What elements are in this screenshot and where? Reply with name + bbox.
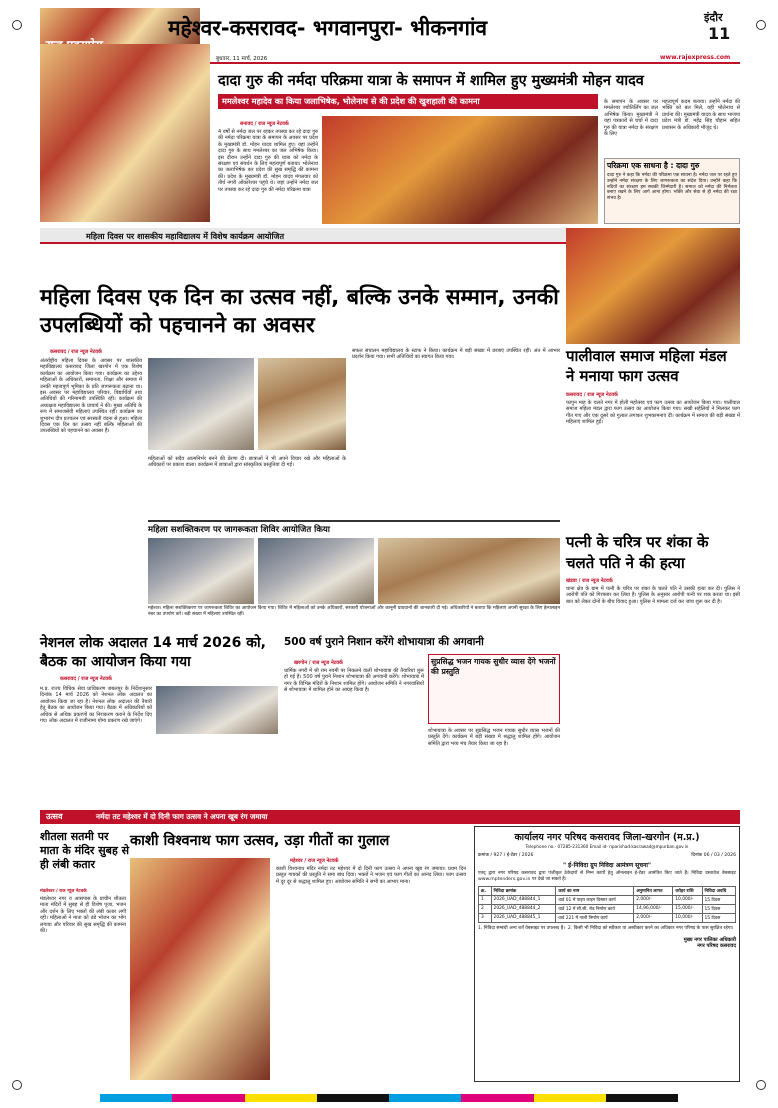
table-cell: 1 <box>479 895 492 904</box>
table-cell: 2,000/- <box>634 895 673 904</box>
table-cell: 15,000/- <box>673 904 702 913</box>
tender-table-header <box>479 886 736 895</box>
sheetla-byline: मंडलेश्वर / राज न्यूज नेटवर्क <box>40 889 87 894</box>
paliwal-photo <box>566 228 740 344</box>
women-day-headline: महिला दिवस एक दिन का उत्सव नहीं, बल्कि उनके सम्मान, उनकी उपलब्धियों को पहचानने का अवसर <box>40 285 559 338</box>
tender-ref-row <box>478 852 736 858</box>
festival-tag: उत्सव <box>46 812 63 821</box>
registration-mark <box>756 20 766 30</box>
table-row <box>479 895 736 904</box>
box-body: दादा गुरु ने कहा कि नर्मदा की परिक्रमा एक साधना है। नर्मदा जल पर रहते हुए उन्होंने नर्मदा संरक्षण के लिए जागरूकता का संदेश दिया। उन्होंने कहा कि नदियों का संरक्षण हम सबकी जिम्मेदारी है। समाज को नर्मदा की निर्मलता बनाए रखने के लिए आगे आना होगा। भक्ति और सेवा से ही नर्मदा की रक्षा संभव है। <box>607 173 739 202</box>
murder-body: थाना क्षेत्र के ग्राम में पत्नी के चरित्र पर शंका के चलते पति ने उसकी हत्या कर दी। पुलिस ने आरोपी पति को गिरफ्तार कर लिया है। पुलिस के अनुसार आरोपी पत्नी पर शक करता था। इसी बात को लेकर दोनों के बीच विवाद हुआ। पुलिस ने मामला दर्ज कर जांच शुरू कर दी है। <box>566 586 742 605</box>
lok-adalat-headline: नेशनल लोक अदालत 14 मार्च 2026 को, बैठक का आयोजन किया गया <box>40 635 266 670</box>
paliwal-byline: कसरावद / राज न्यूज नेटवर्क <box>566 392 618 398</box>
table-cell: वार्ड 12 में सी.सी. रोड निर्माण कार्य <box>556 904 634 913</box>
masthead-rule <box>210 62 740 64</box>
lead-subhead: ममलेश्वर महादेव का किया जलाभिषेक, भोलेनाथ से की प्रदेश की खुशहाली की कामना <box>218 94 598 109</box>
lead-body-col3: महत्वपूर्ण कदम बताया। उन्होंने नर्मदा की भक्ति को बल मिले, यही भोलेनाथ से प्रार्थना की। मुख्यमंत्री यादव के साथ भाजपा प्रदेश मंत्री डॉ. महेंद्र सिंह चौहान सहित प्रशासन के अधिकारी मौजूद थे। <box>662 99 742 131</box>
camp-body: महेश्वर। महिला सशक्तिकरण पर जागरूकता शिविर का आयोजन किया गया। शिविर में महिलाओं को उनके अधिकारों, सरकारी योजनाओं और कानूनी प्रावधानों की जानकारी दी गई। अधिकारियों ने बताया कि महिलाएं अपनी सुरक्षा के लिए हेल्पलाइन नंबर का उपयोग करें। बड़ी संख्या में महिलाएं उपस्थित रहीं। <box>148 606 562 617</box>
tender-col-header: धरोहर राशि <box>673 886 702 895</box>
tender-col-header: क्र. <box>479 886 492 895</box>
page-number: 11 <box>708 24 731 43</box>
table-cell: 10,000/- <box>673 913 702 922</box>
tender-col-header: कार्य का नाम <box>556 886 634 895</box>
table-cell: 14,96,000/- <box>634 904 673 913</box>
bhajan-quote-title: सुप्रसिद्ध भजन गायक सुधीर व्यास देंगे भजनों की प्रस्तुति <box>431 657 556 676</box>
website: www.rajexpress.com <box>660 54 731 61</box>
women-day-body2: महिलाओं को सदैव आत्मनिर्भर बनने की प्रेरणा दी। छात्राओं ने भी अपने विचार रखे और महिलाओं के अधिकारों पर प्रकाश डाला। कार्यक्रम में छात्राओं द्वारा सांस्कृतिक प्रस्तुतियां दी गईं। <box>148 456 348 469</box>
festival-photo <box>130 858 270 1080</box>
lok-adalat-body: म.प्र. राज्य विधिक सेवा प्राधिकरण जबलपुर के निर्देशानुसार दिनांक 14 मार्च 2026 को नेशनल लोक अदालत का आयोजन किया जा रहा है। नेशनल लोक अदालत की तैयारी हेतु बैठक का आयोजन किया गया। बैठक में अधिकारियों को अधिक से अधिक प्रकरणों का निराकरण कराने के निर्देश दिए गए। लोक अदालत में राजीनामा योग्य प्रकरण रखे जाएंगे। <box>40 686 154 725</box>
tender-table <box>478 886 736 923</box>
table-cell: 2 <box>479 904 492 913</box>
festival-strap: नर्मदा तट महेश्वर में दो दिनी फाग उत्सव ने अपना खूब रंग जमाया <box>96 812 268 821</box>
dada-guru-box <box>604 158 740 224</box>
lead-headline: दादा गुरु की नर्मदा परिक्रमा यात्रा के समापन में शामिल हुए मुख्यमंत्री मोहन यादव <box>218 73 644 89</box>
city-label: इंदौर <box>704 11 723 24</box>
tender-col-header: निविदा अवधि <box>702 886 736 895</box>
festival-strap-bar <box>40 810 740 824</box>
tender-signer: मुख्य नगर पालिका अधिकारी नगर परिषद कसरावद <box>683 937 736 950</box>
tender-contact: Telephone no.- 07285-231360 Email id- nparishad.kasrawad@mpurban.gov.in <box>525 844 689 849</box>
box-title: परिक्रमा एक साधना है : दादा गुरु <box>607 161 700 170</box>
tender-col-header: अनुमानित लागत <box>634 886 673 895</box>
women-day-body1: अंतर्राष्ट्रीय महिला दिवस के अवसर पर शासकीय महाविद्यालय कसरावद जिला खरगोन में एक विशेष कार्यक्रम का आयोजन किया गया। कार्यक्रम का उद्देश्य महिलाओं के अधिकारों, समानता, शिक्षा और समाज में उनकी महत्वपूर्ण भूमिका के प्रति जागरूकता बढ़ाना था। इस अवसर पर महाविद्यालय परिवार, विद्यार्थियों तथा अतिथियों की गरिमामयी उपस्थिति रही। कार्यक्रम की अध्यक्षता महाविद्यालय के प्राचार्य ने की। मुख्य अतिथि के रूप में समाजसेवी महिलाएं उपस्थित रहीं। कार्यक्रम का शुभारंभ दीप प्रज्वलन एवं सरस्वती वंदना से हुआ। महिला दिवस एक दिन का उत्सव नहीं बल्कि महिलाओं की उपलब्धियों को पहचानने का अवसर है। <box>40 358 144 435</box>
murder-byline: खंडवा / राज न्यूज नेटवर्क <box>566 578 613 584</box>
table-cell: 2026_UAD_488844_1 <box>491 895 556 904</box>
tender-office: कार्यालय नगर परिषद कसरावद जिला-खरगोन (म.प्र.) <box>514 832 700 843</box>
table-row <box>479 904 736 913</box>
shobhayatra-headline: 500 वर्ष पुराने निशान करेंगे शोभायात्रा की अगवानी <box>284 636 484 648</box>
lead-photo-main <box>40 44 210 222</box>
women-day-kicker: महिला दिवस पर शासकीय महाविद्यालय में विशेष कार्यक्रम आयोजित <box>86 232 285 241</box>
tender-date: दिनांक 06 / 03 / 2026 <box>691 853 736 858</box>
table-cell: वार्ड 221 में नाली निर्माण कार्य <box>556 913 634 922</box>
table-row <box>479 913 736 922</box>
women-day-byline: कसरावद / राज न्यूज नेटवर्क <box>50 349 102 355</box>
tender-intro: एतद् द्वारा नगर परिषद कसरावद द्वारा पंजीकृत ठेकेदारों से निम्न कार्यों हेतु ऑनलाइन ई-टेंडर आमंत्रित किए जाते हैं। निविदा दस्तावेज वेबसाइट www.mptenders.gov.in पर देखे जा सकते हैं। <box>478 871 738 882</box>
tender-col-header: निविदा क्रमांक <box>491 886 556 895</box>
tender-notice <box>474 826 740 1082</box>
camp-title: महिला सशक्तिकरण पर जागरूकता शिविर आयोजित किया <box>148 525 330 535</box>
lok-adalat-photo <box>156 686 278 734</box>
edition-title: महेश्वर-कसरावद- भगवानपुरा- भीकनगांव <box>168 16 488 40</box>
paliwal-body: फागुन माह के चलते नगर में होली महोत्सव एवं फाग उत्सव का आयोजन किया गया। पालीवाल समाज महिला मंडल द्वारा फाग उत्सव का आयोजन किया गया। सखी सहेलियों ने मिलकर फाग गीत गाए और एक दूसरे को गुलाल लगाकर शुभकामनाएं दीं। कार्यक्रम में समाज की बड़ी संख्या में महिलाएं शामिल हुईं। <box>566 400 742 426</box>
table-cell: वार्ड 01 में पाइप लाइन विस्तार कार्य <box>556 895 634 904</box>
bhajan-quote <box>428 654 560 724</box>
lead-body-col1: 4 वर्षों से नर्मदा जल पर रहकर तपस्या कर रहे दादा गुरु की नर्मदा परिक्रमा यात्रा के समापन के अवसर पर प्रदेश के मुख्यमंत्री डॉ. मोहन यादव शामिल हुए। यहां उन्होंने दादा गुरु के साथ ममलेश्वर का जल अभिषेक किया। इस दौरान उन्होंने दादा गुरु की यात्रा को नर्मदा के संरक्षण एवं संवर्धन के लिए महत्वपूर्ण बताया। भोलेनाथ का जलाभिषेक कर प्रदेश की सुख समृद्धि की कामना की। प्रदेश के मुख्यमंत्री डॉ. मोहन यादव मंगलवार को तीर्थ नगरी ओंकारेश्वर पहुंचे थे। जहां उन्होंने नर्मदा जल पर तपस्या कर रहे दादा गुरु की नर्मदा परिक्रमा यात्रा <box>218 129 320 193</box>
registration-mark <box>12 1080 22 1090</box>
women-day-kicker-bar <box>40 228 600 244</box>
murder-headline: पत्नी के चरित्र पर शंका के चलते पति ने की हत्या <box>566 533 709 572</box>
lead-photo-2 <box>322 116 598 224</box>
table-cell: 2026_UAD_488845_1 <box>491 913 556 922</box>
table-cell: 15 दिवस <box>702 904 736 913</box>
women-day-photo-2 <box>258 358 346 450</box>
tender-title: " ई-निविदा ग्रुप निविदा आमंत्रण सूचना" <box>562 862 652 869</box>
camp-photo-1 <box>148 538 254 604</box>
tender-ref: क्रमांक / 927 / ई-टेंडर / 2026 <box>478 853 534 858</box>
camp-photo-2 <box>258 538 374 604</box>
table-cell: 15 दिवस <box>702 913 736 922</box>
camp-box <box>148 520 560 628</box>
table-cell: 10,000/- <box>673 895 702 904</box>
bhajan-quote-body: शोभायात्रा के अवसर पर सुप्रसिद्ध भजन गायक सुधीर व्यास भजनों की प्रस्तुति देंगे। कार्यक्रम में बड़ी संख्या में श्रद्धालु शामिल होंगे। आयोजन समिति द्वारा भव्य मंच तैयार किया जा रहा है। <box>428 728 562 747</box>
lok-adalat-byline: कसरावद / राज न्यूज नेटवर्क <box>60 676 112 682</box>
table-cell: 2,000/- <box>634 913 673 922</box>
women-day-photo-1 <box>148 358 254 450</box>
camp-photo-3 <box>378 538 560 604</box>
shobhayatra-body: धार्मिक नगरी में श्री राम नवमी पर निकलने वाली शोभायात्रा की तैयारियां शुरू हो गई हैं। 500 वर्ष पुराने निशान शोभायात्रा की अगवानी करेंगे। शोभायात्रा में नगर के विभिन्न मंदिरों के निशान शामिल होंगे। आयोजन समिति ने नगरवासियों से शोभायात्रा में शामिल होने का आग्रह किया है। <box>284 668 426 694</box>
table-cell: 2026_UAD_488844_2 <box>491 904 556 913</box>
tender-notes: 1. निविदा सम्बंधी अन्य शर्ते वेबसाइट पर उपलब्ध हैं। 2. किसी भी निविदा को स्वीकार या अस्वीकार करने का अधिकार नगर परिषद के पास सुरक्षित रहेगा। <box>478 925 734 931</box>
festival-headline: काशी विश्वनाथ फाग उत्सव, उड़ा गीतों का गुलाल <box>130 833 390 849</box>
lead-body-col2: के समापन के अवसर पर ममलेश्वर ज्योतिर्लिंग का जल अभिषेक किया। मुख्यमंत्री ने यहां पत्रकारों से चर्चा में दादा गुरु की यात्रा नर्मदा के संरक्षण के लिए <box>604 99 660 138</box>
color-bar <box>100 1094 678 1102</box>
issue-date: बुधवार, 11 मार्च, 2026 <box>216 56 268 62</box>
sheetla-body: मंडलेश्वर नगर व आसपास के प्राचीन शीतला माता मंदिरों में सुबह से ही विशेष पूजा, भजन और दर्शन के लिए भक्तों की लंबी कतार लगी रही। महिलाओं ने माता को ठंडे भोजन का भोग लगाया और परिवार की सुख समृद्धि की कामना की। <box>40 896 128 935</box>
lead-byline: सनावद / राज न्यूज नेटवर्क <box>240 121 289 127</box>
festival-body: काशी विश्वनाथ मंदिर नर्मदा तट महेश्वर में दो दिनी फाग उत्सव ने अपना खूब रंग जमाया। प्रथम दिन प्रस्तुत गायकों की प्रस्तुति ने समा बांध दिया। भक्तों ने भजन एवं फाग गीतों का आनंद लिया। फाग उत्सव में दूर दूर से श्रद्धालु शामिल हुए। आयोजन समिति ने सभी का आभार माना। <box>276 866 468 885</box>
registration-mark <box>756 1080 766 1090</box>
sheetla-headline: शीतला सतमी पर माता के मंदिर सुबह से ही लंबी कतार <box>40 830 130 871</box>
women-day-body3: सफल संचालन महाविद्यालय के स्टाफ ने किया। कार्यक्रम में बड़ी संख्या में छात्राएं उपस्थित रहीं। अंत में आभार प्रदर्शन किया गया। सभी अतिथियों का स्वागत किया गया। <box>352 348 562 361</box>
festival-byline: महेश्वर / राज न्यूज नेटवर्क <box>290 858 339 864</box>
shobhayatra-byline: खरगोन / राज न्यूज नेटवर्क <box>294 660 343 666</box>
paliwal-headline: पालीवाल समाज महिला मंडल ने मनाया फाग उत्सव <box>566 347 727 385</box>
table-cell: 15 दिवस <box>702 895 736 904</box>
registration-mark <box>12 20 22 30</box>
table-cell: 3 <box>479 913 492 922</box>
